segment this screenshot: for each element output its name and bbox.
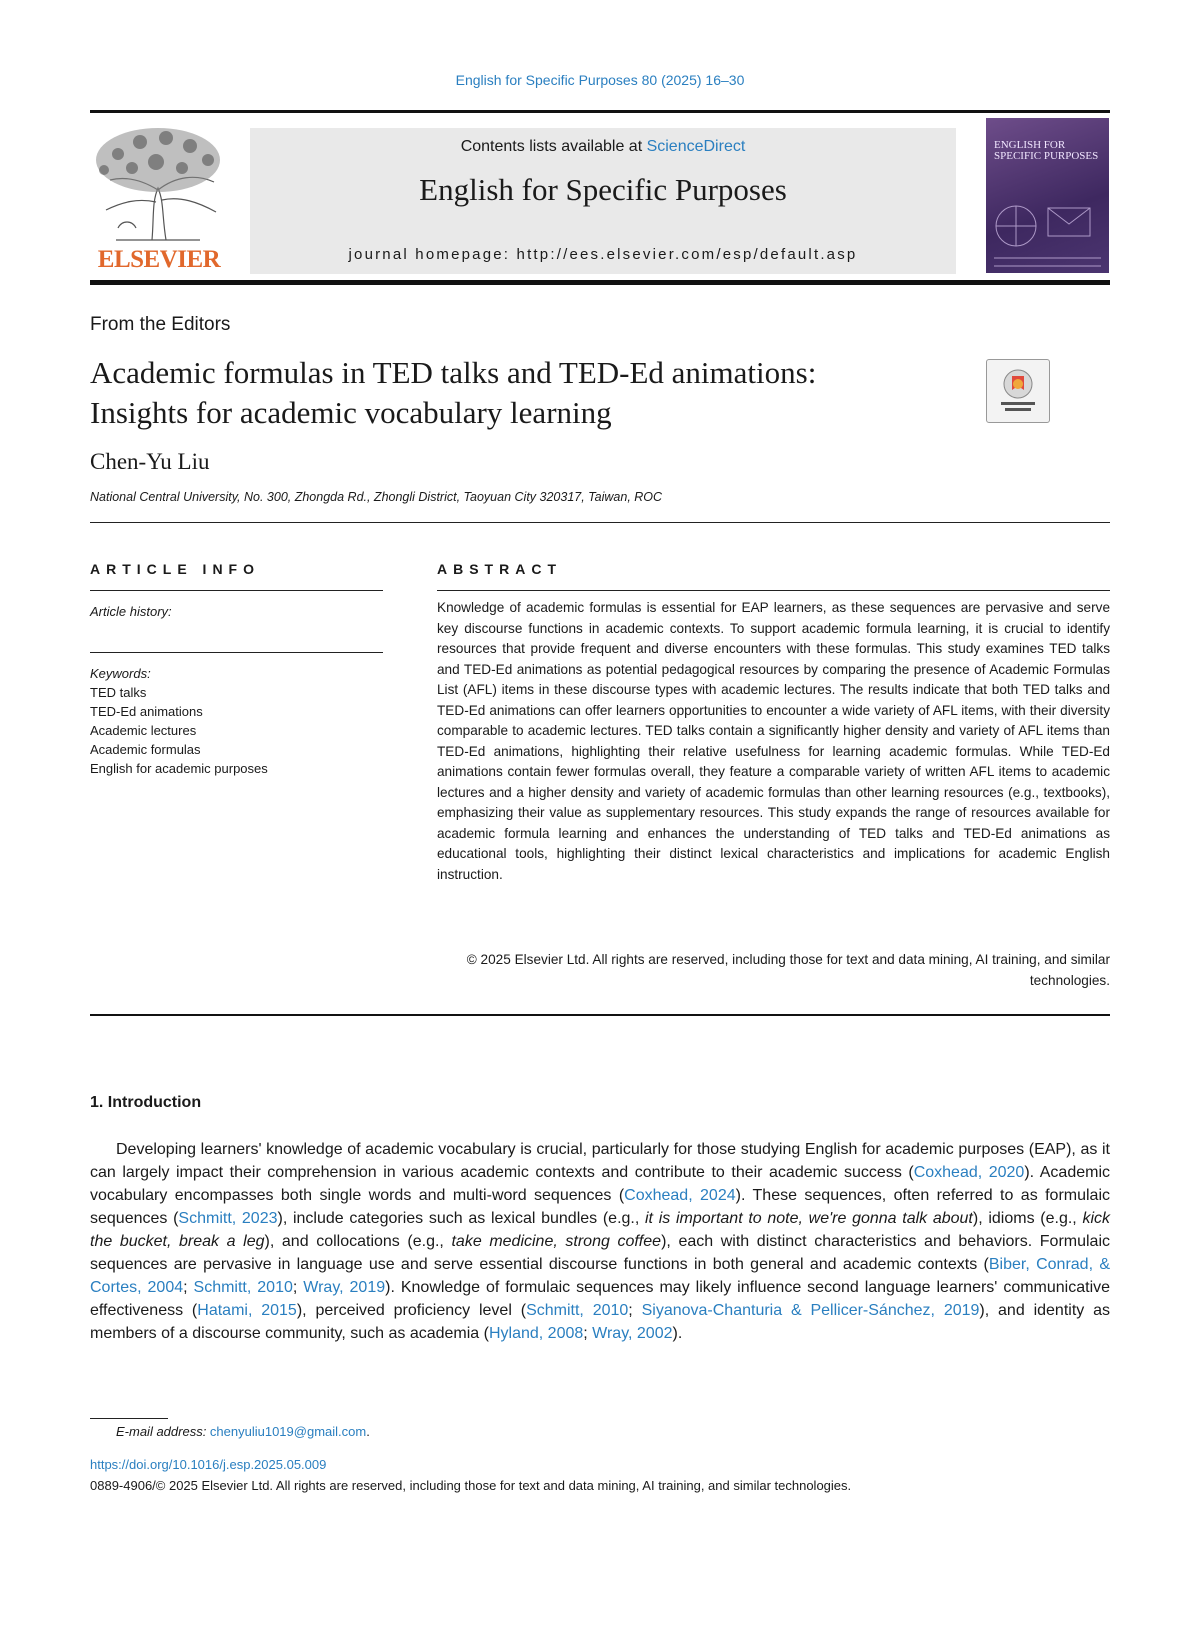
intro-paragraph (90, 1138, 1110, 1345)
author-name: Chen-Yu Liu (90, 449, 210, 474)
article-title (90, 353, 950, 433)
example-text: take medicine, strong coffee (451, 1233, 662, 1250)
keywords-label: Keywords: (90, 666, 151, 681)
doi-link[interactable]: https://doi.org/10.1016/j.esp.2025.05.009 (90, 1457, 327, 1472)
example-text: kick the bucket, break a leg (90, 1210, 1110, 1250)
contents-line (250, 138, 956, 156)
footnote-rule (90, 1418, 168, 1419)
keywords-block (90, 664, 268, 778)
citation-link[interactable]: Siyanova-Chanturia & Pellicer-Sánchez, 2019 (641, 1302, 980, 1319)
keyword-item: TED talks (90, 685, 147, 700)
citation-link[interactable]: Wray, 2002 (592, 1325, 673, 1342)
citation-link[interactable]: Schmitt, 2010 (526, 1302, 629, 1319)
author-email-link[interactable]: chenyuliu1019@gmail.com (209, 1424, 367, 1439)
abstract-copyright: © 2025 Elsevier Ltd. All rights are reserved, including those for text and data mining, AI training, and similar technologies. (466, 952, 1110, 988)
citation-link[interactable]: Wray, 2019 (303, 1279, 386, 1296)
journal-name: English for Specific Purposes (419, 172, 787, 207)
citation-link[interactable]: Coxhead, 2024 (624, 1187, 736, 1204)
article-info-heading: ARTICLE INFO (90, 561, 260, 577)
email-end: . (366, 1424, 370, 1439)
intro-text: ), include categories such as lexical bundles (e.g., (277, 1210, 645, 1227)
check-for-updates-button[interactable] (986, 359, 1050, 423)
intro-text: ; (628, 1302, 642, 1319)
intro-text: ; (292, 1279, 304, 1296)
intro-text: ; (583, 1325, 593, 1342)
header-top-rule (90, 110, 1110, 113)
intro-text: ), idioms (e.g., (972, 1210, 1083, 1227)
citation-link[interactable]: Biber, Conrad, & Cortes, 2004 (90, 1256, 1110, 1296)
keyword-item: TED-Ed animations (90, 704, 203, 719)
abstract-text: Knowledge of academic formulas is essential for EAP learners, as these sequences are pervasive and serve key discourse functions in academic contexts. To support academic formula learning, it is crucial to identify resources that provide frequent and diverse encounters with these formulas. This study examines TED talks and TED-Ed animations as potential pedagogical resources by comparing the presence of Academic Formulas List (AFL) items in these discourse types with academic lectures. The results indicate that both TED talks and TED-Ed animations can offer learners opportunities to encounter a wide variety of AFL items, with their diversity comparable to academic lectures. TED talks contain a significantly higher density and variety of AFL items than TED-Ed animations, highlighting their relative usefulness for learning academic formulas. While TED-Ed animations contain fewer formulas overall, they feature a comparable variety of written AFL items to academic lectures and a higher density and variety of academic formulas than other learning resources (e.g., textbooks), emphasizing their value as supplementary resources. This study expands the range of resources available for academic formula learning and enhances the understanding of TED talks and TED-Ed animations as educational tools, highlighting their distinct lexical characteristics and implications for academic English instruction. (437, 600, 1110, 882)
abstract-heading: ABSTRACT (437, 561, 562, 577)
elsevier-wordmark: ELSEVIER (97, 246, 221, 273)
author-email-footnote (116, 1424, 370, 1439)
elsevier-tree-icon (88, 124, 230, 242)
issn-copyright: 0889-4906/© 2025 Elsevier Ltd. All rights are reserved, including those for text and data mining, AI training, and similar technologies. (90, 1478, 852, 1493)
keyword-item: Academic formulas (90, 742, 201, 757)
intro-text: ), perceived proficiency level ( (296, 1302, 527, 1319)
journal-citation[interactable]: English for Specific Purposes 80 (2025) 16–30 (455, 72, 745, 88)
affiliation-rule (90, 522, 1110, 523)
keyword-item: English for academic purposes (90, 761, 268, 776)
intro-text: Developing learners' knowledge of academic vocabulary is crucial, particularly for those studying English for academic purposes (EAP), as it can largely impact their comprehension in various academic contexts and contribute to their academic success ( (90, 1141, 1110, 1181)
elsevier-logo (88, 124, 230, 274)
journal-masthead (250, 128, 956, 274)
info-rule-top (90, 590, 383, 591)
intro-text: ). (672, 1325, 683, 1342)
front-matter-bottom-rule (90, 1014, 1110, 1016)
citation-link[interactable]: Hatami, 2015 (197, 1302, 297, 1319)
intro-text: ). Knowledge of formulaic sequences may likely influence second language learners' communicative effectiveness ( (90, 1279, 1111, 1319)
article-title-line-2: Insights for academic vocabulary learning (90, 395, 612, 430)
intro-text: ). These sequences, often referred to as formulaic sequences ( (90, 1187, 1111, 1227)
contents-prefix: Contents lists available at (460, 138, 647, 155)
intro-text: ), and identity as members of a discourse community, such as academia ( (90, 1302, 1111, 1342)
intro-text: ). Academic vocabulary encompasses both single words and multi-word sequences ( (90, 1164, 1111, 1204)
citation-link[interactable]: Schmitt, 2023 (178, 1210, 278, 1227)
citation-link[interactable]: Coxhead, 2020 (913, 1164, 1025, 1181)
sciencedirect-link[interactable]: ScienceDirect (646, 138, 746, 155)
citation-link[interactable]: Hyland, 2008 (488, 1325, 584, 1342)
cover-title: ENGLISH FOR SPECIFIC PURPOSES (994, 139, 1099, 162)
journal-cover (986, 118, 1109, 273)
cover-artwork-icon (986, 178, 1109, 273)
keyword-item: Academic lectures (90, 723, 197, 738)
section-label: From the Editors (90, 314, 231, 335)
intro-text: ), and collocations (e.g., (264, 1233, 452, 1250)
info-rule-mid (90, 652, 383, 653)
intro-heading: 1. Introduction (90, 1094, 202, 1111)
intro-text: ; (183, 1279, 194, 1296)
journal-homepage[interactable]: journal homepage: http://ees.elsevier.com/esp/default.asp (348, 246, 858, 263)
header-bottom-rule (90, 280, 1110, 285)
crossmark-icon (987, 360, 1049, 422)
author-affiliation: National Central University, No. 300, Zhongda Rd., Zhongli District, Taoyuan City 320317, Taiwan, ROC (90, 490, 663, 504)
citation-link[interactable]: Schmitt, 2010 (193, 1279, 293, 1296)
abstract-rule (437, 590, 1110, 591)
email-label: E-mail address: (116, 1424, 210, 1439)
intro-text: ), each with distinct characteristics and behaviors. Formulaic sequences are pervasive in language use and serve essential discourse functions in both general and academic contexts ( (90, 1233, 1111, 1273)
example-text: it is important to note, we're gonna talk about (645, 1210, 973, 1227)
article-history-label: Article history: (90, 604, 172, 619)
article-title-line-1: Academic formulas in TED talks and TED-Ed animations: (90, 355, 817, 390)
